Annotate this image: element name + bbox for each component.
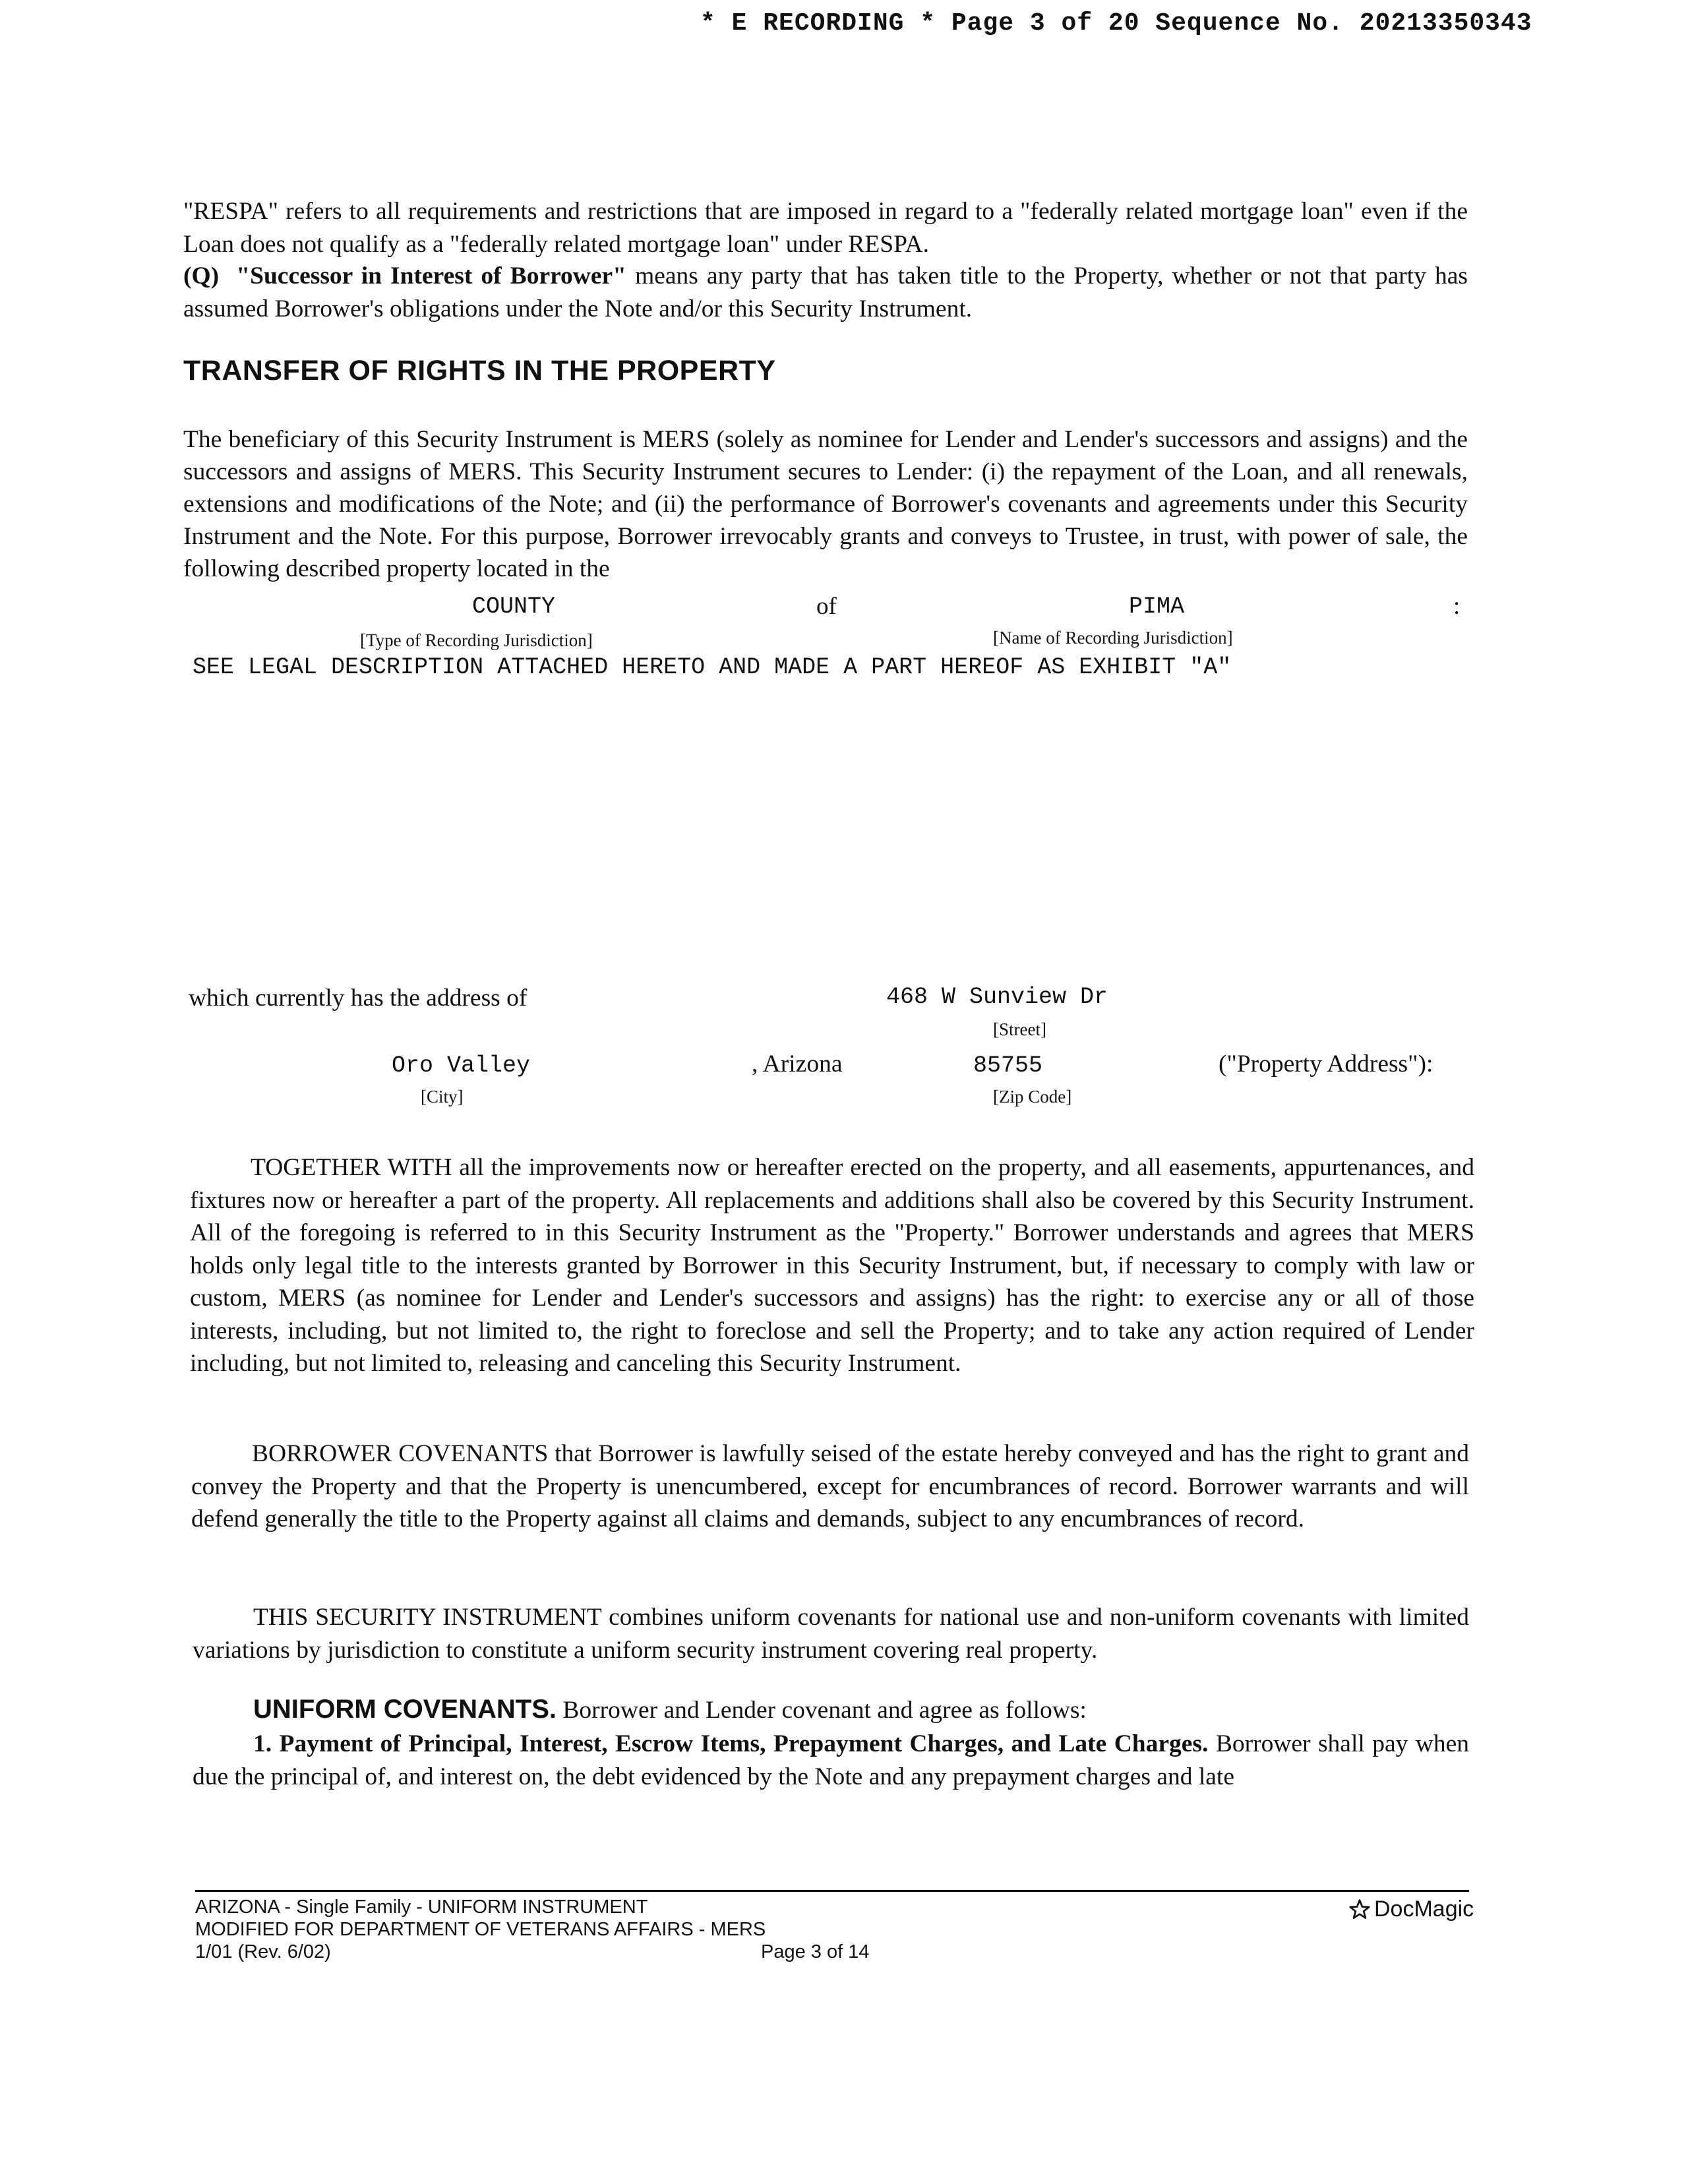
docmagic-brand <box>1348 1896 1474 1922</box>
address-lead-text: which currently has the address of <box>189 985 528 1012</box>
address-state: , Arizona <box>752 1050 843 1077</box>
jurisdiction-type: COUNTY <box>472 593 556 620</box>
legal-description: SEE LEGAL DESCRIPTION ATTACHED HERETO AND MADE A PART HEREOF AS EXHIBIT "A" <box>193 654 1232 681</box>
respa-paragraph: "RESPA" refers to all requirements and restrictions that are imposed in regard to a "federally related mortgage loan" even if the Loan does not qualify as a "federally related mortgage loan" under RESPA. <box>183 198 1468 258</box>
beneficiary-paragraph: The beneficiary of this Security Instrument is MERS (solely as nominee for Lender and Lender's successors and assigns) and the successors and assigns of MERS. This Security Instrument secures to Lender: (i) the repayment of the Loan, and all renewals, extensions and modifications of the Note; and (ii) the performance of Borrower's covenants and agreements under this Security Instrument and the Note. For this purpose, Borrower irrevocably grants and conveys to Trustee, in trust, with power of sale, the following described property located in the <box>183 426 1468 582</box>
jurisdiction-name-caption: [Name of Recording Jurisdiction] <box>993 628 1233 648</box>
covenant-1-paragraph <box>193 1728 1469 1793</box>
footer-page-number: Page 3 of 14 <box>761 1941 870 1962</box>
street-caption: [Street] <box>993 1019 1046 1039</box>
jurisdiction-type-caption: [Type of Recording Jurisdiction] <box>360 630 593 650</box>
footer-form-subtitle: MODIFIED FOR DEPARTMENT OF VETERANS AFFAIRS - MERS <box>195 1919 766 1940</box>
successor-text: means any party that has taken title to the Property, whether or not that party has assumed Borrower's obligations under the Note and/or this Security Instrument. <box>183 262 1468 322</box>
footer-rule <box>195 1890 1469 1892</box>
address-zip: 85755 <box>973 1052 1043 1079</box>
covenant-1-text: Borrower shall pay when due the principal of, and interest on, the debt evidenced by the Note and any prepayment charges and late <box>193 1730 1469 1790</box>
covenant-1-title: 1. Payment of Principal, Interest, Escrow Items, Prepayment Charges, and Late Charges. <box>253 1730 1209 1757</box>
section-heading: TRANSFER OF RIGHTS IN THE PROPERTY <box>183 355 776 386</box>
together-with-paragraph: TOGETHER WITH all the improvements now or hereafter erected on the property, and all easements, appurtenances, and fixtures now or hereafter a part of the property. All replacements and additions shall also be covered by this Security Instrument. All of the foregoing is referred to in this Security Instrument as the "Property." Borrower understands and agrees that MERS holds only legal title to the interests granted by Borrower in this Security Instrument, but, if necessary to comply with law or custom, MERS (as nominee for Lender and Lender's successors and assigns) has the right: to exercise any or all of those interests, including, but not limited to, the right to foreclose and sell the Property; and to take any action required of Lender including, but not limited to, releasing and canceling this Security Instrument. <box>190 1154 1474 1377</box>
star-icon <box>1348 1898 1372 1922</box>
city-caption: [City] <box>421 1087 464 1107</box>
docmagic-label: DocMagic <box>1374 1896 1474 1922</box>
jurisdiction-colon: : <box>1453 593 1461 620</box>
footer-form-revision: 1/01 (Rev. 6/02) <box>195 1941 331 1962</box>
jurisdiction-of: of <box>816 593 837 620</box>
uniform-covenants-line <box>253 1695 1087 1724</box>
successor-label: (Q) <box>183 262 220 289</box>
address-street: 468 W Sunview Dr <box>886 984 1108 1010</box>
security-instrument-paragraph: THIS SECURITY INSTRUMENT combines uniform covenants for national use and non-uniform covenants with limited variations by jurisdiction to constitute a uniform security instrument covering real property. <box>193 1604 1469 1664</box>
successor-definition <box>183 260 1468 325</box>
property-address-label: ("Property Address"): <box>1219 1050 1433 1077</box>
address-city: Oro Valley <box>392 1052 531 1079</box>
uniform-covenants-text: Borrower and Lender covenant and agree as follows: <box>562 1697 1087 1724</box>
recording-header: * E RECORDING * Page 3 of 20 Sequence No. 20213350343 <box>700 9 1532 38</box>
footer-form-title: ARIZONA - Single Family - UNIFORM INSTRUMENT <box>195 1896 648 1918</box>
zip-caption: [Zip Code] <box>993 1087 1072 1107</box>
uniform-covenants-heading: UNIFORM COVENANTS. <box>253 1695 557 1724</box>
jurisdiction-name: PIMA <box>1129 593 1185 620</box>
successor-term: "Successor in Interest of Borrower" <box>236 262 626 289</box>
borrower-covenants-paragraph: BORROWER COVENANTS that Borrower is lawfully seised of the estate hereby conveyed and has the right to grant and convey the Property and that the Property is unencumbered, except for encumbrances of record. Borrower warrants and will defend generally the title to the Property against all claims and demands, subject to any encumbrances of record. <box>191 1440 1469 1532</box>
